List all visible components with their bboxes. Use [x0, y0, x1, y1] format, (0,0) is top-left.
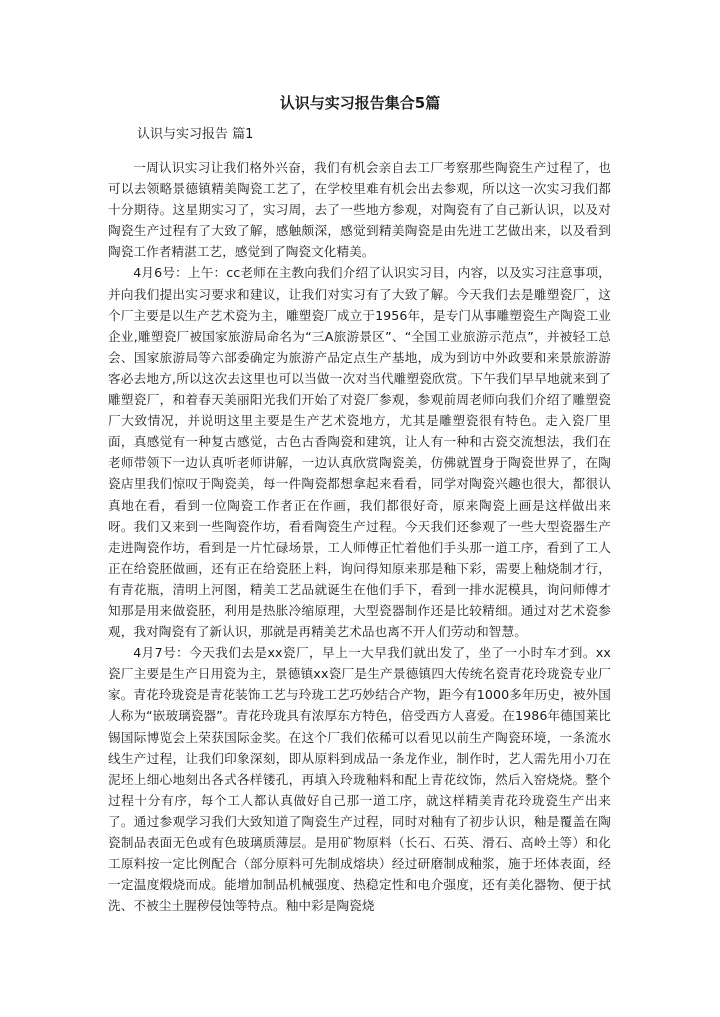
document-body [108, 157, 611, 916]
document-title: 认识与实习报告集合5篇 [279, 94, 441, 112]
paragraph-intro: 一周认识实习让我们格外兴奋，我们有机会亲自去工厂考察那些陶瓷生产过程了，也可以去领略景德镇精美陶瓷工艺了，在学校里难有机会出去参观，所以这一次实习我们都十分期待。这星期实习了，实习周，去了一些地方参观，对陶瓷有了自己新认识，以及对陶瓷生产过程有了大致了解，感触颇深，感觉到精美陶瓷是由先进工艺做出来，以及看到陶瓷工作者精湛工艺，感觉到了陶瓷文化精美。 [108, 160, 611, 260]
paragraph-april-6: 4月6号：上午：cc老师在主教向我们介绍了认识实习目，内容，以及实习注意事项，并向我们提出实习要求和建议，让我们对实习有了大致了解。今天我们去是雕塑瓷厂，这个厂主要是以生产艺术瓷为主，雕塑瓷厂成立于1956年，是专门从事雕塑瓷生产陶瓷工业企业,雕塑瓷厂被国家旅游局命名为“三A旅游景区”、“全国工业旅游示范点”，并被轻工总会、国家旅游局等六部委确定为旅游产品定点生产基地，成为到访中外政要和来景旅游游客必去地方,所以这次去这里也可以当做一次对当代雕塑瓷欣赏。下午我们早早地就来到了雕塑瓷厂，和着春天美丽阳光我们开始了对瓷厂参观，参观前周老师向我们介绍了雕塑瓷厂大致情况，并说明这里主要是生产艺术瓷地方，尤其是雕塑瓷很有特色。走入瓷厂里面，真感觉有一种复古感觉，古色古香陶瓷和建筑，让人有一种和古瓷交流想法，我们在老师带领下一边认真听老师讲解，一边认真欣赏陶瓷美，仿佛就置身于陶瓷世界了，在陶瓷店里我们惊叹于陶瓷美，每一件陶瓷都想拿起来看看，同学对陶瓷兴趣也很大，都很认真地在看，看到一位陶瓷工作者正在作画，我们都很好奇，原来陶瓷上画是这样做出来呀。我们又来到一些陶瓷作坊，看看陶瓷生产过程。今天我们还参观了一些大型瓷器生产走进陶瓷作坊，看到是一片忙碌场景，工人师傅正忙着他们手头那一道工序，看到了工人正在给瓷胚做画，还有正在给瓷胚上料，询问得知原来那是釉下彩，需要上釉烧制才行，有青花瓶，清明上河图，精美工艺品就诞生在他们手下，看到一排水泥模具，询问师傅才知那是用来做瓷胚，利用是热胀冷缩原理，大型瓷器制作还是比较精细。通过对艺术瓷参观，我对陶瓷有了新认识，那就是再精美艺术品也离不开人们劳动和智慧。 [108, 265, 611, 640]
paragraph-april-7: 4月7号：今天我们去是xx瓷厂，早上一大早我们就出发了，坐了一小时车才到。xx瓷厂主要是生产日用瓷为主，景德镇xx瓷厂是生产景德镇四大传统名瓷青花玲珑瓷专业厂家。青花玲珑瓷是青花装饰工艺与玲珑工艺巧妙结合产物，距今有1000多年历史，被外国人称为“嵌玻璃瓷器”。青花玲珑具有浓厚东方特色，倍受西方人喜爱。在1986年德国莱比锡国际博览会上荣获国际金奖。在这个厂我们依稀可以看见以前生产陶瓷环境，一条流水线生产过程，让我们印象深刻，即从原料到成品一条龙作业，制作时，艺人需先用小刀在泥坯上细心地刻出各式各样镂孔，再填入玲珑釉料和配上青花纹饰，然后入窑烧烧。整个过程十分有序，每个工人都认真做好自己那一道工序，就这样精美青花玲珑瓷生产出来了。通过参观学习我们大致知道了陶瓷生产过程，同时对釉有了初步认识，釉是覆盖在陶瓷制品表面无色或有色玻璃质薄层。是用矿物原料（长石、石英、滑石、高岭土等）和化工原料按一定比例配合（部分原料可先制成熔块）经过研磨制成釉浆，施于坯体表面，经一定温度煅烧而成。能增加制品机械强度、热稳定性和电介强度，还有美化器物、便于拭洗、不被尘土腥秽侵蚀等特点。釉中彩是陶瓷烧 [108, 645, 611, 914]
section-heading: 认识与实习报告 篇1 [137, 127, 254, 142]
